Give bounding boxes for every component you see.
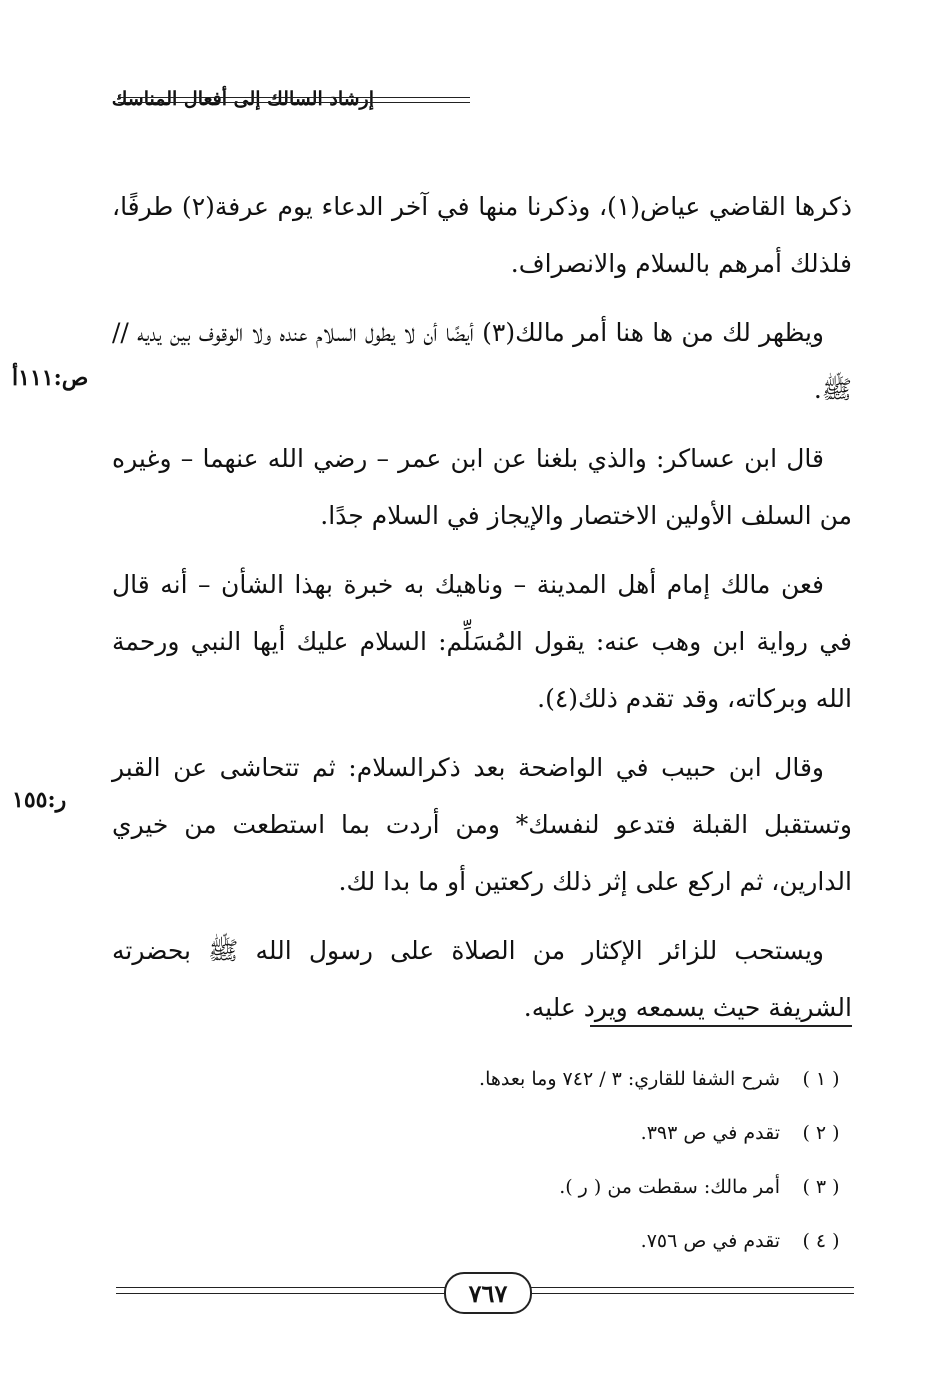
paragraph-3: قال ابن عساكر: والذي بلغنا عن ابن عمر – رضي الله عنهما – وغيره من السلف الأولين الاختصار والإيجاز في السلام جدًا.: [112, 444, 852, 530]
footnote-number: ( ٣ ): [802, 1176, 840, 1198]
paragraph-5: وقال ابن حبيب في الواضحة بعد ذكرالسلام: ثم تتحاشى عن القبر وتستقبل القبلة فتدعو لنفسك* ومن أردت بما استطعت من خيري الدارين، ثم اركع على إثر ذلك ركعتين أو ما بدا لك.: [112, 753, 852, 896]
footnote-number: ( ٤ ): [802, 1230, 840, 1252]
paragraph-1: ذكرها القاضي عياض(١)، وذكرنا منها في آخر الدعاء يوم عرفة(٢) طرفًا، فلذلك أمرهم بالسلام والانصراف.: [112, 192, 852, 278]
footnote-text: تقدم في ص ٧٥٦.: [640, 1230, 780, 1252]
bottom-rule-right-1: [524, 1287, 854, 1288]
paragraph-4: فعن مالك إمام أهل المدينة – وناهيك به خبرة بهذا الشأن – أنه قال في رواية ابن وهب عنه: يقول المُسَلِّم: السلام عليك أيها النبي ورحمة الله وبركاته، وقد تقدم ذلك(٤).: [112, 570, 852, 713]
footnote-text: شرح الشفا للقاري: ٣ / ٧٤٢ وما بعدها.: [479, 1068, 780, 1090]
page-number: ٧٦٧: [444, 1272, 532, 1314]
bottom-rule-right-2: [524, 1293, 854, 1294]
header-rule-bottom: [118, 102, 470, 103]
footnote-number: ( ١ ): [802, 1068, 840, 1090]
bottom-rule-left-2: [116, 1293, 446, 1294]
header-rule-top: [118, 97, 470, 98]
header-title: إرشاد السالك إلى أفعال المناسك: [111, 88, 374, 110]
footnote-number: ( ٢ ): [802, 1122, 840, 1144]
paragraph-2: ويظهر لك من ها هنا أمر مالك(٣) أيضًا أن لا يطول السلام عنده ولا الوقوف بين يديه // ﷺ.: [112, 318, 852, 404]
margin-ref-manuscript-2: ر:١٥٥: [12, 787, 67, 813]
footnote-item: [479, 1106, 848, 1160]
footnote-item: [479, 1052, 848, 1106]
paragraph-6: ويستحب للزائر الإكثار من الصلاة على رسول الله ﷺ بحضرته الشريفة حيث يسمعه ويرد عليه.: [112, 936, 852, 1022]
footnote-text: تقدم في ص ٣٩٣.: [640, 1122, 780, 1144]
body-text: [112, 178, 852, 1048]
footnote-item: [479, 1214, 848, 1268]
bottom-rule-left-1: [116, 1287, 446, 1288]
margin-ref-manuscript-1: ص:١١١أ: [12, 365, 89, 391]
footnote-text: أمر مالك: سقطت من ( ر ).: [559, 1176, 780, 1198]
footnotes: [479, 1052, 848, 1268]
footnote-rule: [590, 1025, 852, 1027]
footnote-item: [479, 1160, 848, 1214]
